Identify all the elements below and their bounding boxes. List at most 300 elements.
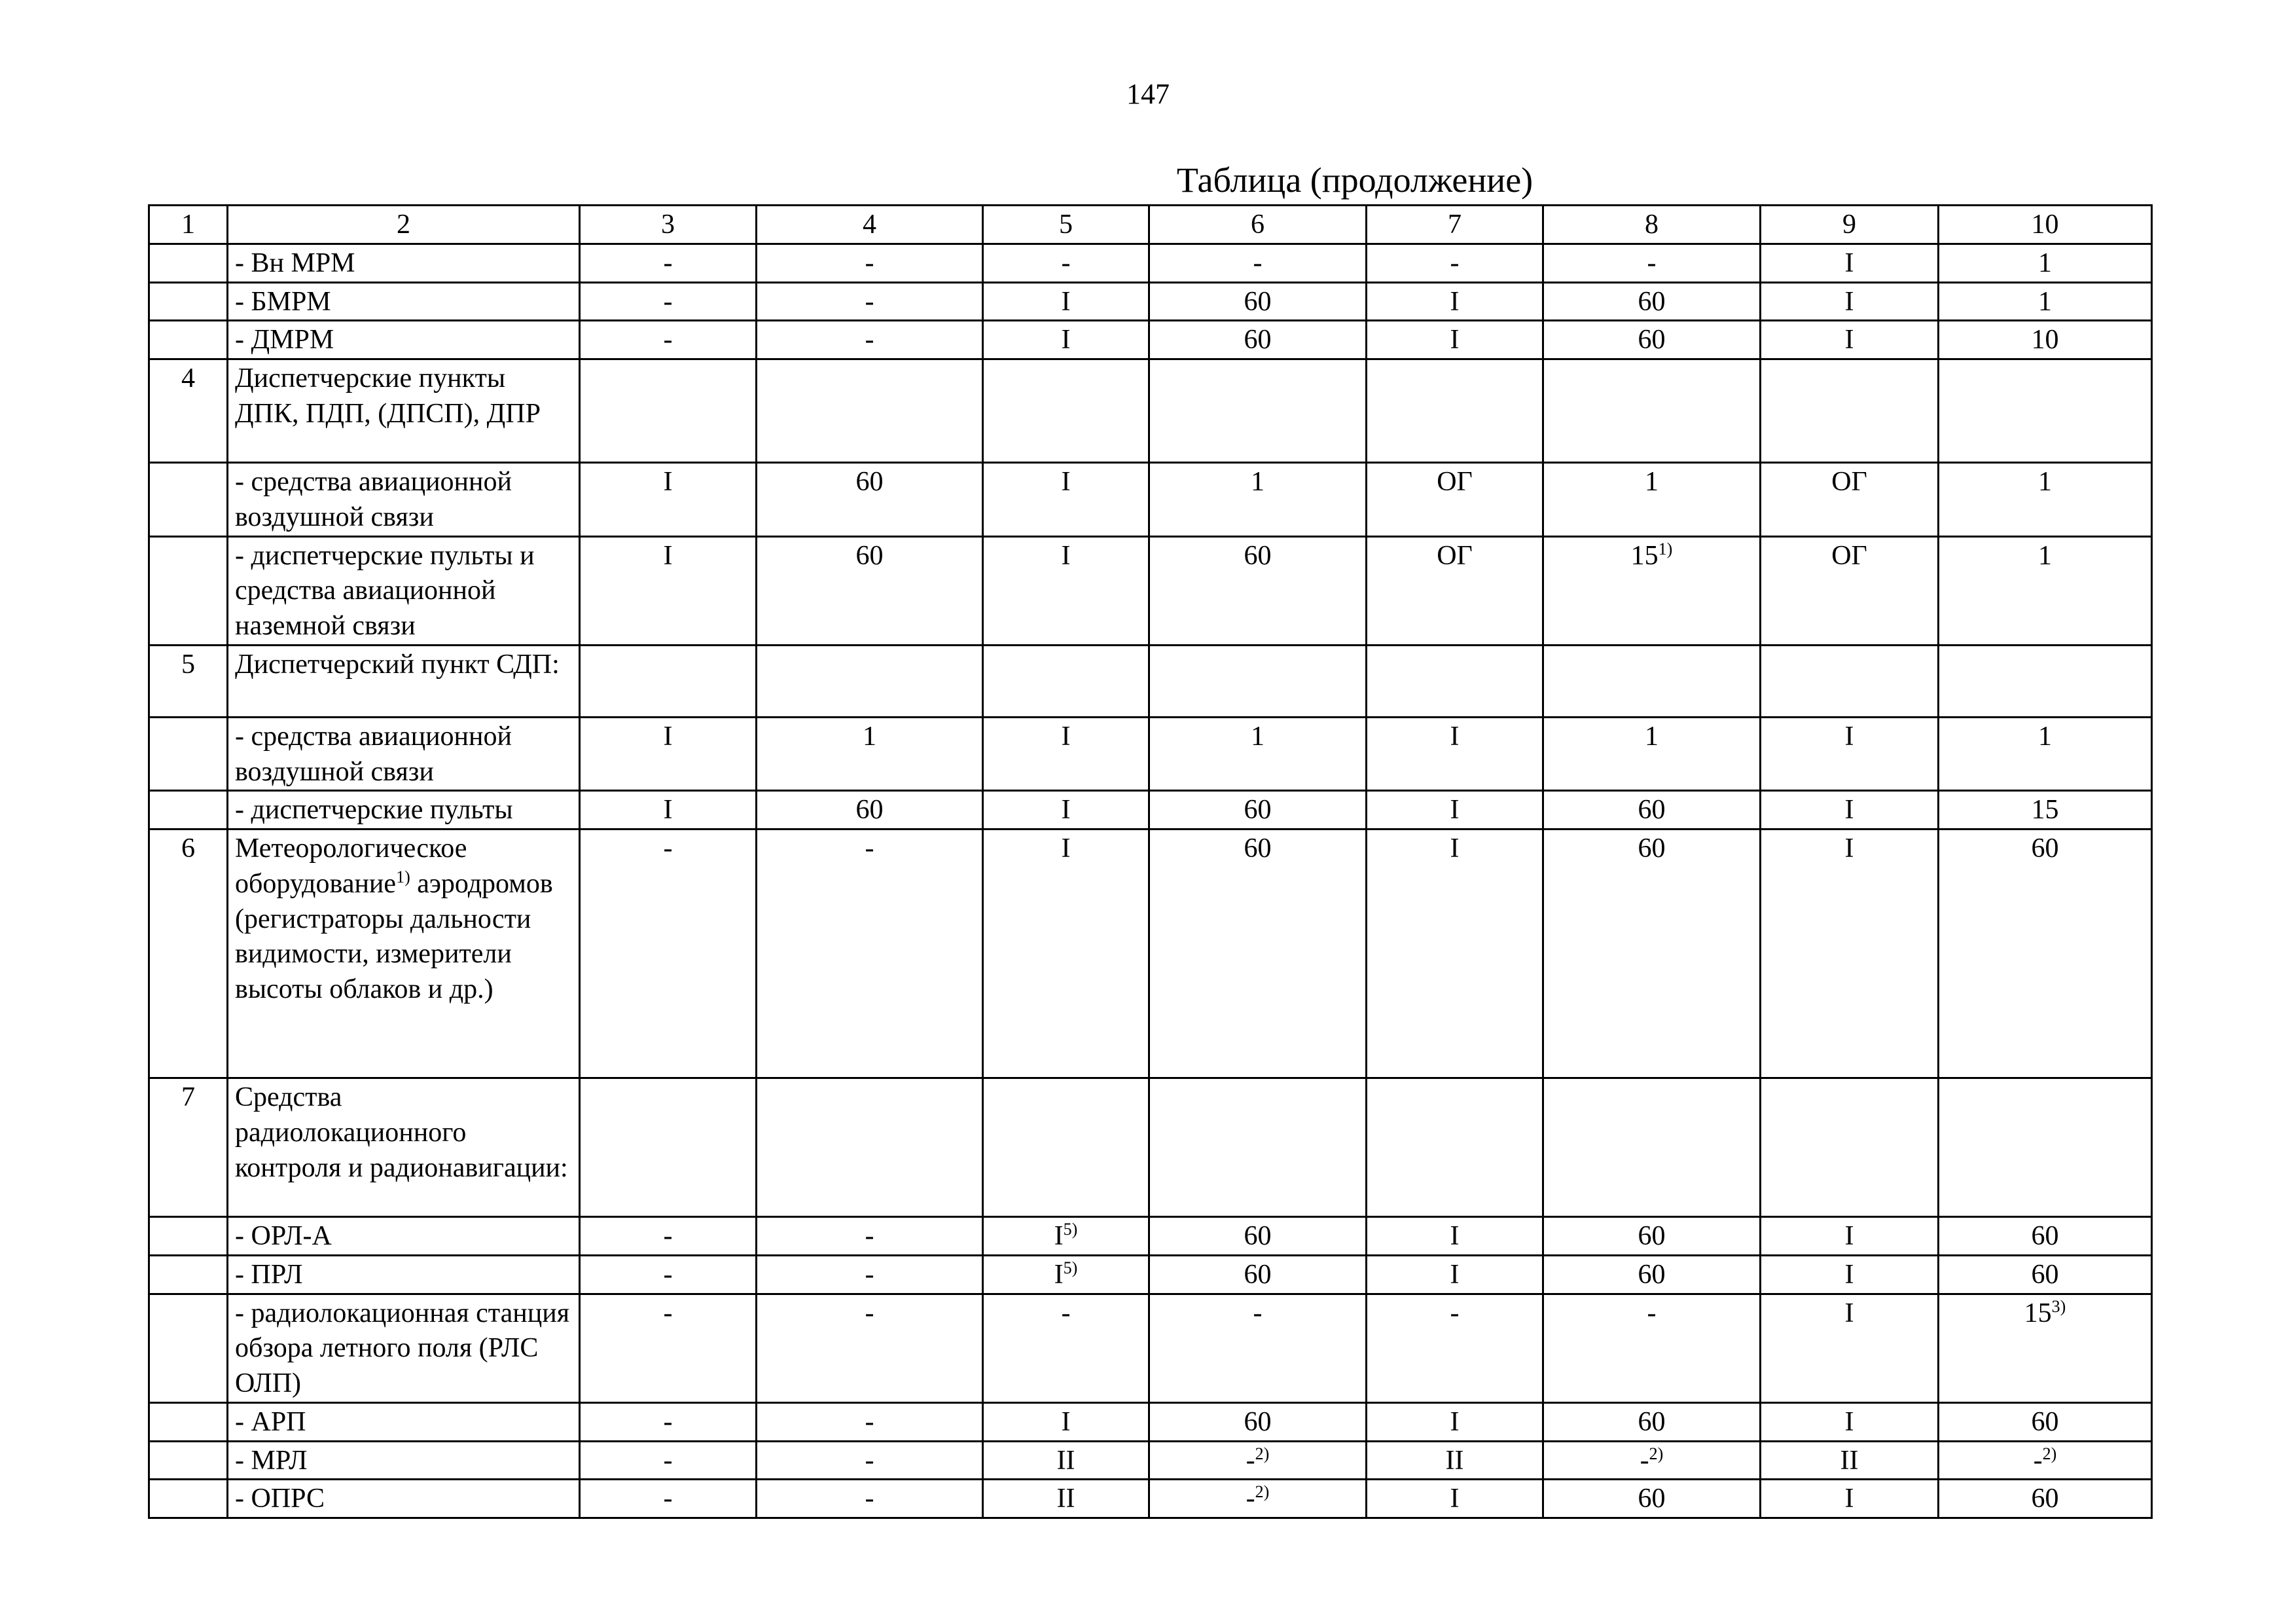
value-cell (580, 321, 757, 359)
cell-text: 1 (1251, 467, 1265, 497)
value-cell (1149, 1402, 1367, 1441)
value-cell (757, 791, 983, 830)
cell-text: 1 (2038, 540, 2052, 571)
cell-text: I (1844, 833, 1854, 864)
row-number-cell (149, 645, 228, 717)
value-cell (1761, 282, 1939, 321)
cell-text: - (1061, 247, 1071, 278)
column-header: 3 (580, 206, 757, 244)
cell-text: 60 (1638, 1259, 1666, 1290)
cell-text: - (1647, 247, 1657, 278)
value-cell (983, 321, 1149, 359)
cell-text: ОГ (1831, 467, 1867, 497)
cell-text: - (865, 1445, 874, 1476)
value-cell (1149, 359, 1367, 463)
column-header: 8 (1543, 206, 1761, 244)
footnote-marker: 1) (396, 867, 410, 886)
value-cell (1367, 1441, 1543, 1480)
table-row (149, 1217, 2152, 1256)
value-cell (1367, 1255, 1543, 1294)
cell-text: 15 (1630, 540, 1659, 571)
table-row (149, 1402, 2152, 1441)
footnote-marker: 2) (1255, 1444, 1270, 1463)
cell-text: 60 (1638, 1484, 1666, 1514)
cell-text: 1 (2038, 721, 2052, 752)
cell-text: I (1450, 1484, 1460, 1514)
table-row (149, 1441, 2152, 1480)
value-cell (983, 1402, 1149, 1441)
cell-text: I (1450, 1406, 1460, 1437)
cell-text: 60 (1244, 833, 1272, 864)
item-name-cell (228, 791, 580, 830)
table-caption: Таблица (продолжение) (1176, 160, 1534, 200)
cell-text: 1 (2038, 247, 2052, 278)
cell-text: 1 (1251, 721, 1265, 752)
value-cell (1761, 1402, 1939, 1441)
item-name-cell (228, 321, 580, 359)
cell-text: 60 (1638, 1221, 1666, 1251)
cell-text: I (1450, 286, 1460, 317)
footnote-marker: 5) (1063, 1220, 1078, 1239)
value-cell (1367, 463, 1543, 537)
cell-text: I (663, 467, 673, 497)
value-cell (1939, 536, 2152, 645)
footnote-marker: 5) (1063, 1258, 1078, 1277)
cell-text: 1 (2038, 467, 2052, 497)
value-cell (983, 1294, 1149, 1402)
table-row (149, 359, 2152, 463)
cell-text: - ДМРМ (235, 325, 334, 356)
value-cell (1367, 359, 1543, 463)
table-row (149, 1294, 2152, 1402)
value-cell (1939, 463, 2152, 537)
value-cell (1939, 1294, 2152, 1402)
table-row (149, 830, 2152, 1078)
cell-text: I (663, 540, 673, 571)
value-cell (1367, 717, 1543, 791)
value-cell (1939, 791, 2152, 830)
cell-text: I (1061, 467, 1071, 497)
value-cell (983, 282, 1149, 321)
footnote-marker: 1) (1658, 539, 1673, 558)
row-number-cell (149, 1217, 228, 1256)
cell-text: 4 (181, 363, 195, 393)
row-number-cell (149, 244, 228, 282)
value-cell (1939, 359, 2152, 463)
value-cell (1543, 282, 1761, 321)
item-name-cell (228, 244, 580, 282)
cell-text: - АРП (235, 1406, 306, 1437)
footnote-marker: 2) (1649, 1444, 1664, 1463)
cell-text: - диспетчерские пульты и средства авиационной наземной связи (235, 540, 535, 641)
value-cell (757, 536, 983, 645)
cell-text: I (1450, 795, 1460, 826)
cell-text: 60 (1638, 286, 1666, 317)
value-cell (580, 791, 757, 830)
row-number-cell (149, 1255, 228, 1294)
cell-text: I (1844, 1259, 1854, 1290)
cell-text: I (1844, 1484, 1854, 1514)
cell-text: I (1844, 721, 1854, 752)
value-cell (1543, 359, 1761, 463)
table-row (149, 1255, 2152, 1294)
value-cell (1149, 536, 1367, 645)
value-cell (1939, 1402, 2152, 1441)
cell-text: - ОПРС (235, 1484, 325, 1514)
footnote-marker: 3) (2051, 1296, 2066, 1316)
value-cell (1761, 1294, 1939, 1402)
value-cell (1543, 717, 1761, 791)
cell-text: - (1061, 1298, 1071, 1328)
value-cell (983, 244, 1149, 282)
value-cell (757, 321, 983, 359)
row-number-cell (149, 1294, 228, 1402)
value-cell (1367, 791, 1543, 830)
value-cell (1367, 1294, 1543, 1402)
table-row (149, 645, 2152, 717)
cell-text: 6 (181, 833, 195, 864)
value-cell (757, 645, 983, 717)
value-cell (1543, 463, 1761, 537)
value-cell (1543, 645, 1761, 717)
cell-text: I (1844, 247, 1854, 278)
value-cell (1367, 645, 1543, 717)
value-cell (757, 1255, 983, 1294)
value-cell (580, 717, 757, 791)
value-cell (1367, 321, 1543, 359)
cell-text-part: Метеорологическое оборудование (235, 833, 467, 899)
column-header: 9 (1761, 206, 1939, 244)
value-cell (1149, 645, 1367, 717)
value-cell (1367, 1402, 1543, 1441)
value-cell (1543, 1480, 1761, 1518)
value-cell (1761, 244, 1939, 282)
cell-text: I (1061, 540, 1071, 571)
value-cell (1939, 645, 2152, 717)
cell-text: 60 (1244, 1259, 1272, 1290)
row-number-cell (149, 830, 228, 1078)
value-cell (580, 1294, 757, 1402)
cell-text: - (663, 1445, 673, 1476)
value-cell (1543, 1217, 1761, 1256)
cell-text: 60 (2031, 1221, 2059, 1251)
cell-text: - (1253, 247, 1263, 278)
cell-text: 60 (1244, 325, 1272, 356)
value-cell (757, 282, 983, 321)
value-cell (983, 359, 1149, 463)
value-cell (1939, 717, 2152, 791)
cell-text: I (1844, 795, 1854, 826)
cell-text: ОГ (1437, 467, 1473, 497)
cell-text: - (865, 247, 874, 278)
cell-text: I (1054, 1259, 1064, 1290)
cell-text: - (865, 1406, 874, 1437)
value-cell (1367, 536, 1543, 645)
cell-text: I (1844, 325, 1854, 356)
cell-text: - (1246, 1484, 1255, 1514)
cell-text: - (2033, 1445, 2043, 1476)
value-cell (757, 1441, 983, 1480)
cell-text: - радиолокационная станция обзора летного поля (РЛС ОЛП) (235, 1298, 570, 1398)
value-cell (1761, 321, 1939, 359)
value-cell (983, 791, 1149, 830)
data-table (148, 204, 2153, 1519)
cell-text: 1 (863, 721, 876, 752)
item-name-cell (228, 830, 580, 1078)
cell-text: - средства авиационной воздушной связи (235, 721, 512, 787)
cell-text: 5 (181, 649, 195, 680)
value-cell (1761, 1255, 1939, 1294)
column-header: 5 (983, 206, 1149, 244)
cell-text: I (1061, 1406, 1071, 1437)
value-cell (1367, 1217, 1543, 1256)
cell-text: II (1056, 1445, 1075, 1476)
cell-text: - (865, 1298, 874, 1328)
cell-text: I (1061, 286, 1071, 317)
value-cell (1367, 1480, 1543, 1518)
cell-text: - Вн МРМ (235, 247, 355, 278)
cell-text: 60 (1638, 833, 1666, 864)
value-cell (580, 1402, 757, 1441)
value-cell (757, 1078, 983, 1217)
value-cell (1761, 1480, 1939, 1518)
cell-text: 60 (1244, 1406, 1272, 1437)
value-cell (983, 717, 1149, 791)
row-number-cell (149, 536, 228, 645)
value-cell (1543, 830, 1761, 1078)
value-cell (757, 1402, 983, 1441)
value-cell (1149, 830, 1367, 1078)
row-number-cell (149, 463, 228, 537)
cell-text: I (1844, 1221, 1854, 1251)
value-cell (983, 1078, 1149, 1217)
value-cell (1761, 1078, 1939, 1217)
value-cell (1939, 1217, 2152, 1256)
cell-text: 15 (2024, 1298, 2052, 1328)
cell-text: 1 (2038, 286, 2052, 317)
row-number-cell (149, 321, 228, 359)
cell-text: - (663, 286, 673, 317)
value-cell (1149, 791, 1367, 830)
cell-text: ОГ (1831, 540, 1867, 571)
cell-text: - (1246, 1445, 1255, 1476)
item-name-cell (228, 282, 580, 321)
value-cell (757, 830, 983, 1078)
column-header: 6 (1149, 206, 1367, 244)
value-cell (1543, 321, 1761, 359)
value-cell (1367, 830, 1543, 1078)
item-name-cell (228, 463, 580, 537)
cell-text: 10 (2031, 325, 2059, 356)
value-cell (757, 717, 983, 791)
cell-text: II (1445, 1445, 1464, 1476)
cell-text: 60 (1244, 1221, 1272, 1251)
cell-text: - (663, 247, 673, 278)
row-number-cell (149, 1402, 228, 1441)
cell-text: 15 (2031, 795, 2059, 826)
cell-text: 60 (1638, 795, 1666, 826)
cell-text: I (1450, 1221, 1460, 1251)
value-cell (1543, 1441, 1761, 1480)
value-cell (1543, 244, 1761, 282)
cell-text: - (663, 1406, 673, 1437)
cell-text: 60 (2031, 833, 2059, 864)
value-cell (580, 463, 757, 537)
cell-text: - (1647, 1298, 1657, 1328)
value-cell (1149, 717, 1367, 791)
table-row (149, 1078, 2152, 1217)
value-cell (1939, 282, 2152, 321)
value-cell (580, 1217, 757, 1256)
cell-text: - ПРЛ (235, 1259, 303, 1290)
cell-text: 60 (855, 795, 884, 826)
row-number-cell (149, 359, 228, 463)
table-row (149, 791, 2152, 830)
cell-text: Средства радиолокационного контроля и радионавигации: (235, 1082, 568, 1183)
cell-text (235, 833, 553, 1004)
value-cell (1149, 1255, 1367, 1294)
value-cell (983, 463, 1149, 537)
cell-text-part: аэродромов (регистраторы дальности видимости, измерители высоты облаков и др.) (235, 868, 553, 1004)
cell-text: I (1450, 721, 1460, 752)
column-header: 2 (228, 206, 580, 244)
page-number: 147 (1126, 78, 1170, 110)
table-row (149, 1480, 2152, 1518)
value-cell (1367, 1078, 1543, 1217)
value-cell (1149, 321, 1367, 359)
value-cell (1149, 244, 1367, 282)
cell-text: 1 (1645, 467, 1659, 497)
value-cell (580, 244, 757, 282)
cell-text: 60 (1638, 1406, 1666, 1437)
cell-text: - (663, 325, 673, 356)
cell-text: - (663, 1298, 673, 1328)
cell-text: 60 (855, 540, 884, 571)
cell-text: I (663, 721, 673, 752)
cell-text: I (663, 795, 673, 826)
cell-text: I (1450, 1259, 1460, 1290)
value-cell (757, 1294, 983, 1402)
value-cell (757, 1480, 983, 1518)
cell-text: - (1253, 1298, 1263, 1328)
cell-text: - (663, 1221, 673, 1251)
item-name-cell (228, 717, 580, 791)
row-number-cell (149, 717, 228, 791)
row-number-cell (149, 1441, 228, 1480)
item-name-cell (228, 1217, 580, 1256)
value-cell (1939, 1480, 2152, 1518)
cell-text: - ОРЛ-А (235, 1221, 332, 1251)
cell-text: 60 (2031, 1406, 2059, 1437)
item-name-cell (228, 359, 580, 463)
value-cell (1367, 244, 1543, 282)
table-row (149, 282, 2152, 321)
cell-text: I (1844, 1298, 1854, 1328)
value-cell (1761, 717, 1939, 791)
cell-text: I (1061, 833, 1071, 864)
value-cell (1761, 791, 1939, 830)
row-number-cell (149, 282, 228, 321)
cell-text: Диспетчерский пункт СДП: (235, 649, 560, 680)
cell-text: - БМРМ (235, 286, 331, 317)
value-cell (1939, 1441, 2152, 1480)
value-cell (757, 359, 983, 463)
value-cell (983, 1441, 1149, 1480)
value-cell (983, 1480, 1149, 1518)
value-cell (1543, 1294, 1761, 1402)
value-cell (1761, 1441, 1939, 1480)
value-cell (1761, 536, 1939, 645)
value-cell (757, 1217, 983, 1256)
value-cell (580, 1255, 757, 1294)
value-cell (757, 244, 983, 282)
column-header: 1 (149, 206, 228, 244)
value-cell (580, 1480, 757, 1518)
item-name-cell (228, 1294, 580, 1402)
header-row (149, 206, 2152, 244)
value-cell (1761, 1217, 1939, 1256)
cell-text: - (663, 1484, 673, 1514)
value-cell (1149, 1480, 1367, 1518)
column-header: 4 (757, 206, 983, 244)
cell-text: 60 (1244, 286, 1272, 317)
footnote-marker: 2) (2042, 1444, 2057, 1463)
item-name-cell (228, 536, 580, 645)
cell-text: - (865, 325, 874, 356)
table-row (149, 244, 2152, 282)
cell-text: 1 (1645, 721, 1659, 752)
cell-text: I (1061, 325, 1071, 356)
value-cell (1149, 1294, 1367, 1402)
value-cell (1939, 830, 2152, 1078)
value-cell (1543, 536, 1761, 645)
value-cell (1367, 282, 1543, 321)
value-cell (983, 1217, 1149, 1256)
cell-text: I (1450, 833, 1460, 864)
cell-text: - диспетчерские пульты (235, 795, 513, 826)
cell-text: ОГ (1437, 540, 1473, 571)
cell-text: - (1640, 1445, 1649, 1476)
value-cell (983, 645, 1149, 717)
value-cell (580, 1078, 757, 1217)
value-cell (580, 830, 757, 1078)
cell-text: - (1450, 1298, 1460, 1328)
value-cell (983, 830, 1149, 1078)
cell-text: 60 (2031, 1259, 2059, 1290)
value-cell (1543, 1078, 1761, 1217)
value-cell (983, 1255, 1149, 1294)
cell-text: 60 (2031, 1484, 2059, 1514)
cell-text: I (1054, 1221, 1064, 1251)
item-name-cell (228, 645, 580, 717)
item-name-cell (228, 1441, 580, 1480)
value-cell (1761, 463, 1939, 537)
value-cell (580, 645, 757, 717)
value-cell (1761, 830, 1939, 1078)
column-header: 7 (1367, 206, 1543, 244)
value-cell (1761, 645, 1939, 717)
item-name-cell (228, 1255, 580, 1294)
cell-text: - (663, 833, 673, 864)
value-cell (1939, 321, 2152, 359)
item-name-cell (228, 1078, 580, 1217)
row-number-cell (149, 791, 228, 830)
value-cell (1149, 1217, 1367, 1256)
table-row (149, 463, 2152, 537)
cell-text: Диспетчерские пункты ДПК, ПДП, (ДПСП), ДПР (235, 363, 541, 429)
cell-text: - (663, 1259, 673, 1290)
value-cell (580, 536, 757, 645)
